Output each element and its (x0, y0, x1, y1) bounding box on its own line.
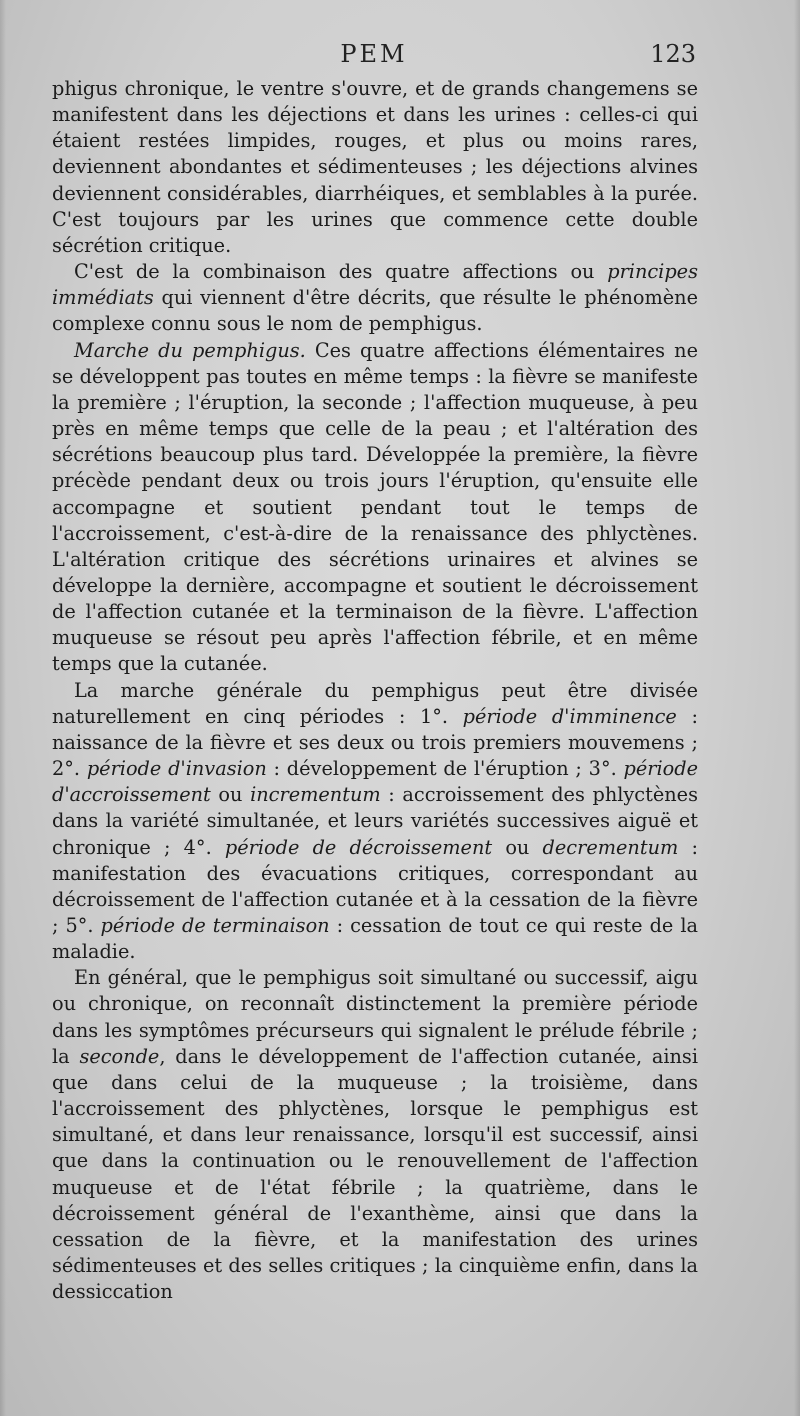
text-run: : accroissement des phlyctènes dans la variété simultanée, et leurs variétés successives aiguë et chronique ; 4°. (52, 783, 698, 859)
paragraph (52, 678, 698, 966)
text-run: : cessation de tout ce qui reste de la maladie. (52, 914, 698, 964)
text-run: Ces quatre affections élémentaires ne se développent pas toutes en même temps : la fièvre se manifeste la première ; l'éruption, la seconde ; l'affection muqueuse, à peu près en même temps que celle de la peau ; et l'altération des sécrétions beaucoup plus tard. Développée la première, la fièvre précède pendant deux ou trois jours l'éruption, qu'ensuite elle accompagne et soutient pendant tout le temps de l'accroissement, c'est-à-dire de la renaissance des phlyctènes. L'altération critique des sécrétions urinaires et alvines se développe la dernière, accompagne et soutient le décroissement de l'affection cutanée et la terminaison de la fièvre. L'affection muqueuse se résout peu après l'affection fébrile, et en même temps que la cutanée. (52, 338, 698, 676)
text-run: C'est de la combinaison des quatre affections ou (74, 260, 608, 284)
italic-text: période d'accroissement (52, 757, 698, 807)
text-run: : manifestation des évacuations critiques, correspondant au décroissement de l'affection cutanée et à la cessation de la fièvre ; 5°. (52, 835, 698, 937)
text-run: ou (210, 783, 251, 807)
text-run: En général, que le pemphigus soit simultané ou successif, aigu ou chronique, on reconnaît distinctement la première période dans les symptômes précurseurs qui signalent le prélude fébrile ; la (52, 966, 698, 1068)
text-run: : naissance de la fièvre et ses deux ou trois premiers mouvemens ; 2°. (52, 704, 698, 781)
page-number: 123 (650, 40, 696, 68)
body-text (52, 76, 698, 1305)
italic-text: seconde (79, 1044, 160, 1068)
paragraph (52, 259, 698, 337)
running-head: PEM (340, 40, 408, 68)
italic-text: période d'imminence (462, 704, 677, 728)
paragraph (52, 76, 698, 259)
italic-text: période d'invasion (86, 757, 267, 781)
text-run: : développement de l'éruption ; 3°. (266, 757, 624, 781)
italic-text: période de terminaison (100, 914, 330, 937)
paragraph (52, 338, 698, 678)
page-header (52, 40, 696, 76)
scan-edge-left (0, 0, 6, 1416)
scan-edge-right (794, 0, 800, 1416)
italic-text: Marche du pemphigus. (74, 338, 306, 362)
text-run: phigus chronique, le ventre s'ouvre, et de grands changemens se manifestent dans les déjections et dans les urines : celles-ci qui étaient restées limpides, rouges, et plus ou moins rares, deviennent abondantes et sédimenteuses ; les déjections alvines deviennent considérables, diarrhéiques, et semblables à la purée. C'est toujours par les urines que commence cette double sécrétion critique. (52, 77, 698, 257)
text-run: ou (492, 835, 543, 859)
text-run: qui viennent d'être décrits, que résulte le phénomène complexe connu sous le nom de pemphigus. (52, 286, 698, 336)
italic-text: principes immédiats (52, 260, 698, 310)
italic-text: decrementum (542, 835, 679, 859)
italic-text: incrementum (250, 783, 381, 807)
text-run: , dans le développement de l'affection cutanée, ainsi que dans celui de la muqueuse ; la troisième, dans l'accroissement des phlyctènes, lorsque le pemphigus est simultané, et dans leur renaissance, lorsqu'il est successif, ainsi que dans la continuation ou le renouvellement de l'affection muqueuse et de l'état fébrile ; la quatrième, dans le décroissement général de l'exanthème, ainsi que dans la cessation de la fièvre, et la manifestation des urines sédimenteuses et des selles critiques ; la cinquième enfin, dans la dessiccation (52, 1044, 698, 1304)
italic-text: période de décroissement (224, 835, 493, 859)
text-run: La marche générale du pemphigus peut être divisée naturellement en cinq périodes : 1°. (52, 678, 698, 728)
paragraph (52, 965, 698, 1305)
